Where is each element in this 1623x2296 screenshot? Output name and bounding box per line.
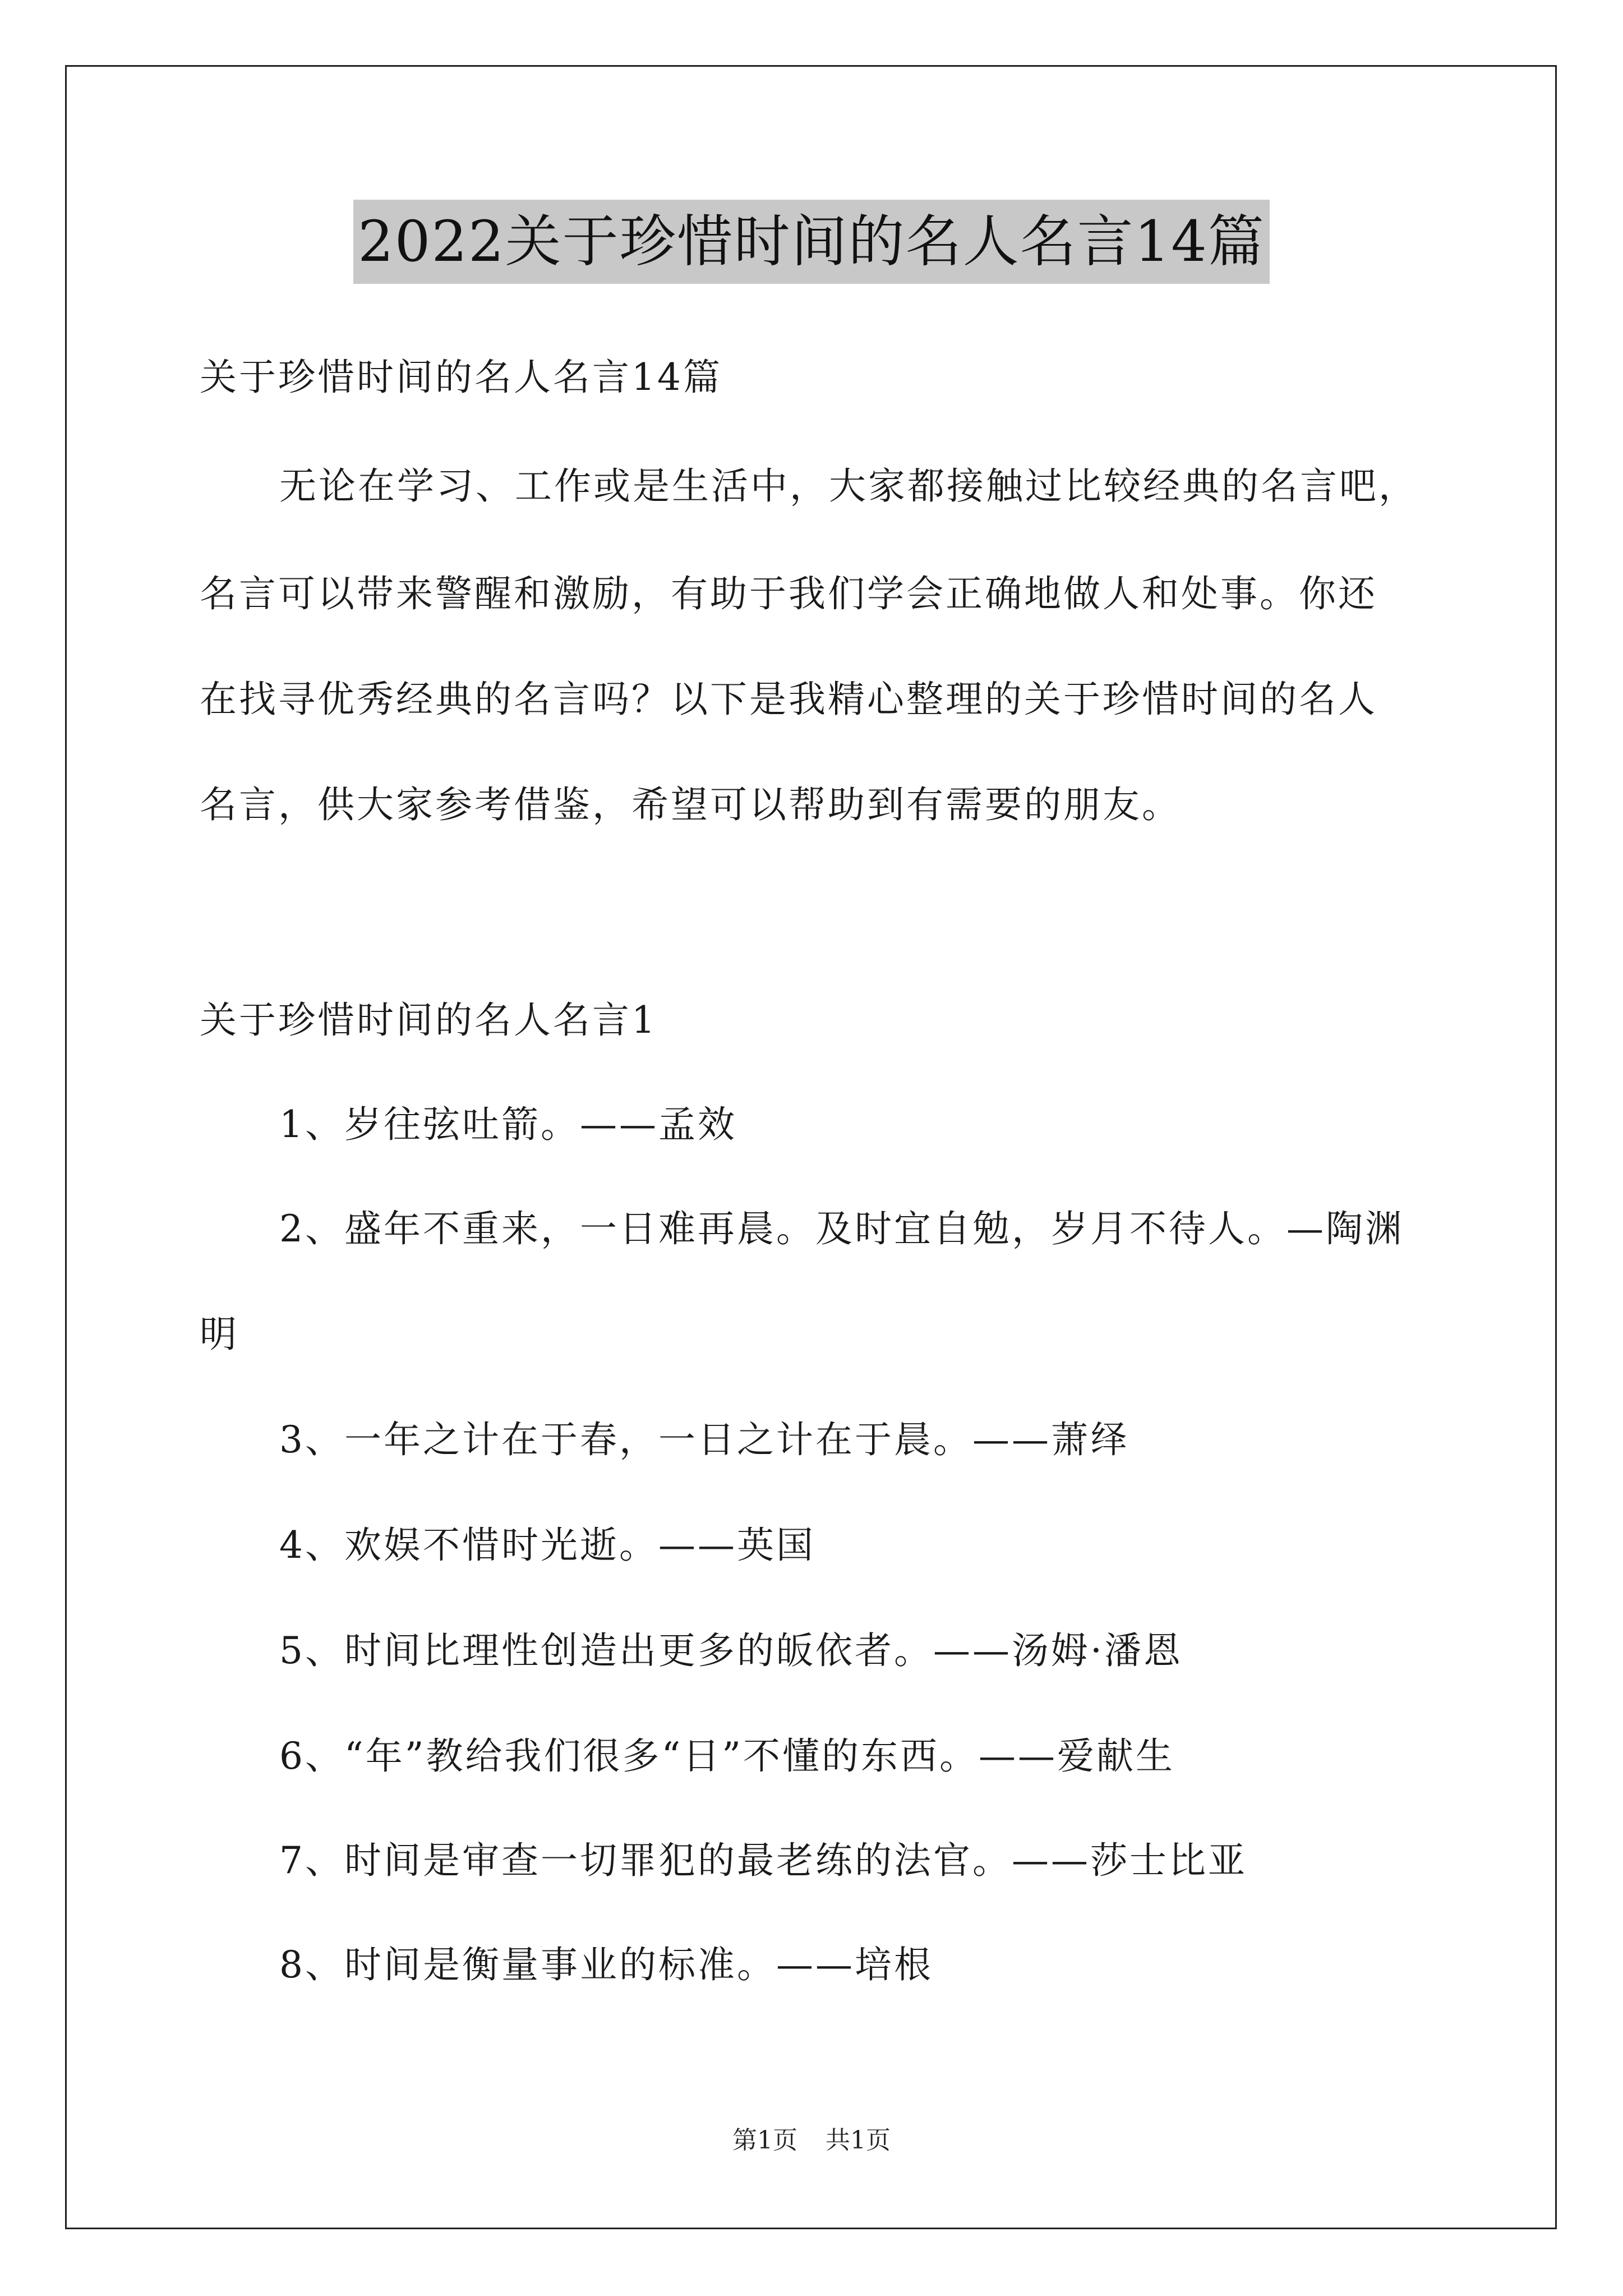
quote-line: 5、时间比理性创造出更多的皈依者。——汤姆·潘恩 [279, 1629, 1183, 1672]
document-subtitle: 关于珍惜时间的名人名言14篇 [200, 356, 722, 399]
page-number: 第1页 [732, 2126, 797, 2155]
quote-line-continuation: 明 [200, 1313, 239, 1356]
intro-line-1: 无论在学习、工作或是生活中，大家都接触过比较经典的名言吧， [279, 464, 1418, 508]
intro-line-2: 名言可以带来警醒和激励，有助于我们学会正确地做人和处事。你还 [200, 572, 1377, 615]
page-total: 共1页 [826, 2126, 891, 2155]
quote-line: 2、盛年不重来，一日难再晨。及时宜自勉，岁月不待人。—陶渊 [279, 1207, 1404, 1250]
quote-line: 8、时间是衡量事业的标准。——培根 [279, 1943, 933, 1986]
title-container [0, 200, 1623, 284]
section-heading: 关于珍惜时间的名人名言1 [200, 999, 657, 1042]
intro-line-4: 名言，供大家参考借鉴，希望可以帮助到有需要的朋友。 [200, 783, 1181, 826]
quote-line: 6、“年”教给我们很多“日”不懂的东西。——爱献生 [279, 1734, 1175, 1778]
page-footer [0, 2124, 1623, 2157]
quote-line: 4、欢娱不惜时光逝。——英国 [279, 1524, 815, 1567]
intro-line-3: 在找寻优秀经典的名言吗？以下是我精心整理的关于珍惜时间的名人 [200, 678, 1377, 721]
quote-line: 1、岁往弦吐箭。——孟效 [279, 1103, 737, 1146]
quote-line: 3、一年之计在于春，一日之计在于晨。——萧绎 [279, 1418, 1129, 1461]
quote-line: 7、时间是审查一切罪犯的最老练的法官。——莎士比亚 [279, 1839, 1247, 1882]
document-title: 2022关于珍惜时间的名人名言14篇 [353, 200, 1270, 284]
